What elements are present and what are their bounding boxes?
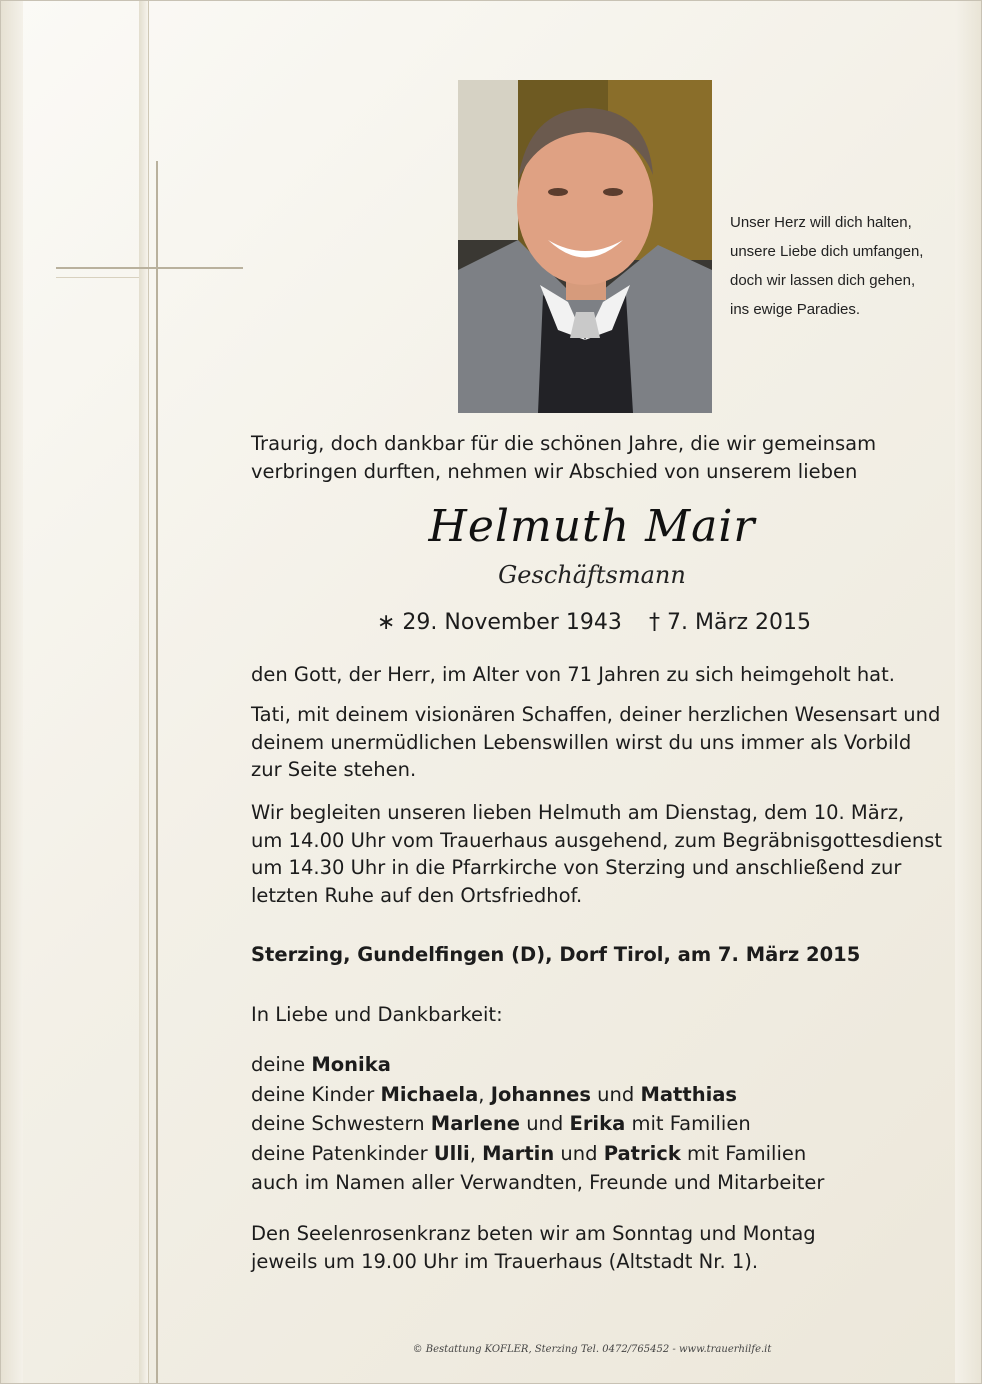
mourner-name: Johannes (490, 1082, 591, 1106)
mourner-text: , (478, 1082, 491, 1106)
mourner-text: mit Familien (625, 1112, 751, 1135)
mourner-text: und (590, 1082, 641, 1106)
deceased-name: Helmuth Mair (428, 501, 756, 552)
mourner-line (251, 1139, 951, 1169)
mourner-text: und (554, 1141, 604, 1165)
rosary-paragraph (251, 1220, 951, 1275)
mourner-text: deine (251, 1053, 312, 1076)
mourner-name: Marlene (430, 1112, 520, 1135)
funeral-line: letzten Ruhe auf den Ortsfriedhof. (251, 883, 583, 907)
intro-paragraph (251, 430, 951, 485)
age-paragraph (251, 661, 951, 689)
poem-line: Unser Herz will dich halten, (730, 214, 912, 231)
tribute-line: zur Seite stehen. (251, 758, 417, 781)
cross-vertical-line (156, 161, 158, 1384)
mourner-text: , (469, 1141, 483, 1165)
funeral-paragraph (251, 799, 951, 909)
mourner-name: Matthias (640, 1082, 738, 1106)
poem-line: ins ewige Paradies. (730, 301, 861, 318)
cross-vertical-band (139, 1, 149, 1384)
rosary-line: Den Seelenrosenkranz beten wir am Sonntag und Montag (251, 1222, 816, 1245)
tribute-line: Tati, mit deinem visionären Schaffen, deiner herzlichen Wesensart und (251, 703, 941, 726)
poem-line: unsere Liebe dich umfangen, (730, 243, 924, 260)
cross-horizontal-shadow (56, 277, 139, 278)
birth-date: ∗ 29. November 1943 (377, 610, 622, 635)
mourner-line (251, 1080, 951, 1110)
mourner-line (251, 1109, 951, 1139)
tribute-paragraph (251, 701, 951, 784)
closing-paragraph (251, 1001, 951, 1029)
mourner-text: mit Familien (680, 1141, 807, 1165)
cross-horizontal-line (56, 267, 243, 269)
death-date: † 7. März 2015 (649, 610, 812, 635)
tribute-line: deinem unermüdlichen Lebenswillen wirst du uns immer als Vorbild (251, 730, 912, 754)
poem (730, 208, 960, 324)
mourner-name: Monika (311, 1053, 391, 1076)
mourner-line (251, 1050, 951, 1080)
intro-line: verbringen durften, nehmen wir Abschied von unserem lieben (251, 459, 858, 483)
mourner-line: auch im Namen aller Verwandten, Freunde und Mitarbeiter (251, 1171, 825, 1194)
mourner-text: deine Schwestern (251, 1112, 431, 1135)
portrait-photo (458, 80, 712, 413)
rosary-line: jeweils um 19.00 Uhr im Trauerhaus (Altstadt Nr. 1). (251, 1249, 759, 1273)
mourner-text: deine Kinder (251, 1082, 381, 1106)
mourner-name: Ulli (433, 1141, 470, 1165)
funeral-line: um 14.30 Uhr in die Pfarrkirche von Sterzing und anschließend zur (251, 856, 902, 879)
mourner-text: und (520, 1112, 570, 1135)
mourner-name: Patrick (603, 1141, 681, 1165)
mourner-name: Martin (482, 1141, 555, 1165)
footer-credit: © Bestattung KOFLER, Sterzing Tel. 0472/765452 - www.trauerhilfe.it (412, 1344, 772, 1355)
mourner-name: Erika (569, 1112, 626, 1135)
place-date: Sterzing, Gundelfingen (D), Dorf Tirol, am 7. März 2015 (251, 943, 861, 966)
left-border (1, 1, 23, 1384)
intro-line: Traurig, doch dankbar für die schönen Jahre, die wir gemeinsam (251, 432, 877, 455)
poem-line: doch wir lassen dich gehen, (730, 272, 916, 289)
mourner-text: deine Patenkinder (251, 1141, 434, 1165)
funeral-line: Wir begleiten unseren lieben Helmuth am Dienstag, dem 10. März, (251, 801, 905, 824)
mourners-list (251, 1050, 951, 1198)
place-date-paragraph (251, 941, 951, 969)
mourner-name: Michaela (380, 1082, 479, 1106)
closing-line: In Liebe und Dankbarkeit: (251, 1003, 503, 1026)
deceased-profession: Geschäftsmann (498, 561, 686, 589)
age-line: den Gott, der Herr, im Alter von 71 Jahren zu sich heimgeholt hat. (251, 663, 895, 686)
funeral-line: um 14.00 Uhr vom Trauerhaus ausgehend, zum Begräbnisgottesdienst (251, 828, 943, 852)
